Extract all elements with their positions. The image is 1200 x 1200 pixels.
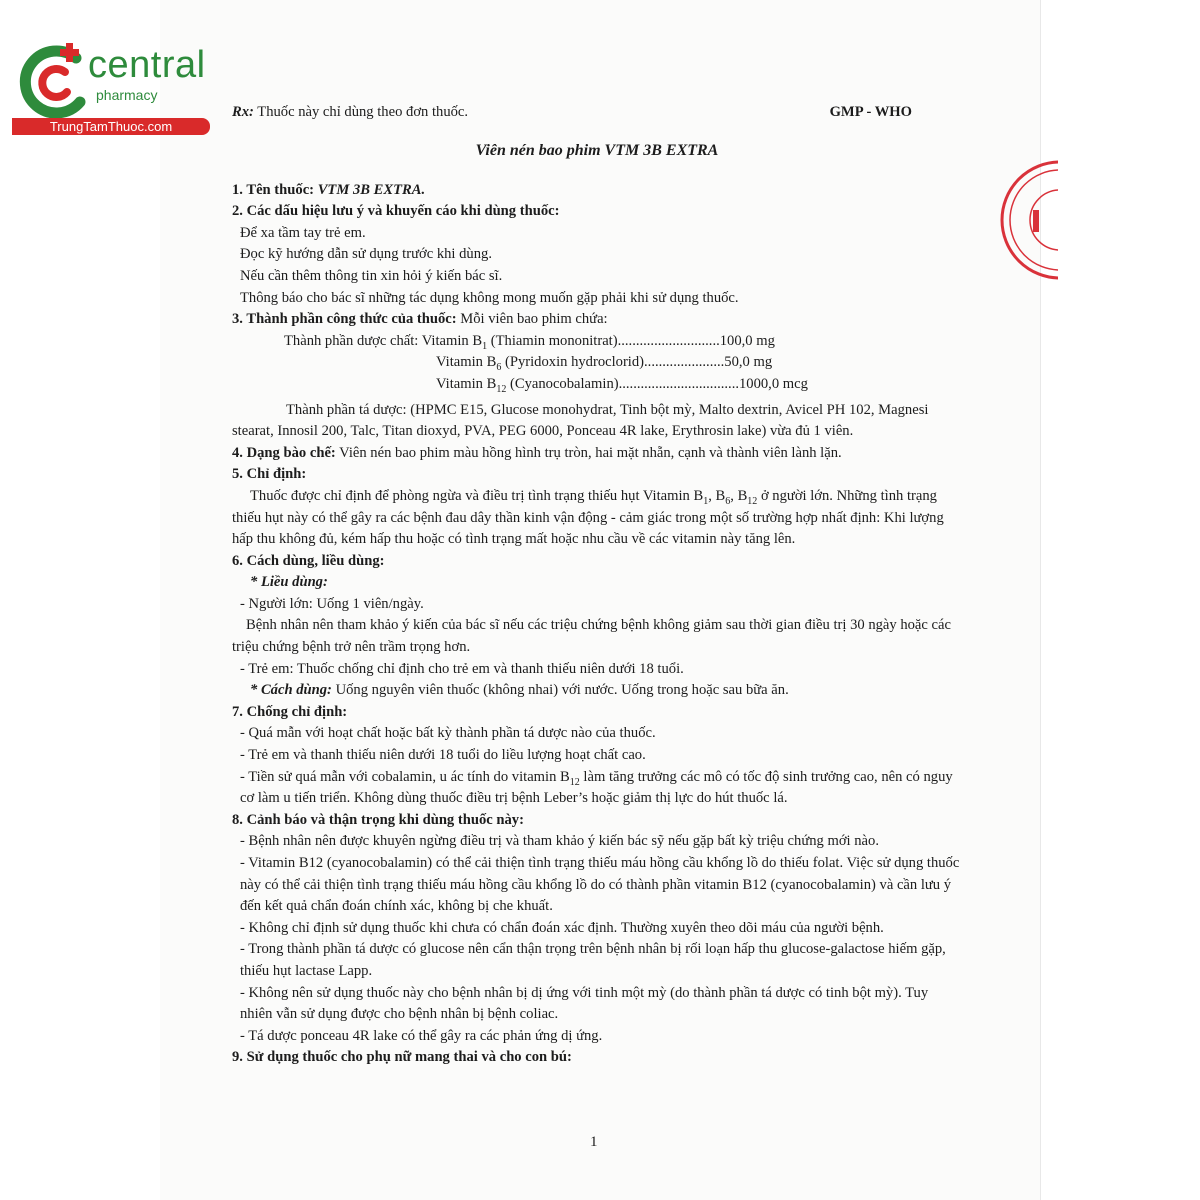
dose-adult-note: Bệnh nhân nên tham khảo ý kiến của bác sĩ nếu các triệu chứng bệnh không giảm sau thời gian điều trị 30 ngày hoặc các triệu chứng bệnh trở nên trầm trọng hơn. <box>232 617 951 656</box>
warning-item: - Không nên sử dụng thuốc này cho bệnh nhân bị dị ứng với tinh một mỳ (do thành phần tá dược có tinh bột mỳ). Tuy nhiên vẫn sử dụng được cho bệnh nhân bị bệnh coliac. <box>240 984 929 1023</box>
gmp-label: GMP - WHO <box>829 104 912 120</box>
official-stamp-icon <box>998 150 1058 290</box>
active-ingredient-row: Vitamin $B_6$ (Pyridoxin hydroclorid)......................50,0 mg <box>436 354 773 374</box>
warning-item: - Trong thành phần tá dược có glucose nên cẩn thận trọng trên bệnh nhân bị rối loạn hấp thu glucose-galactose hiếm gặp, thiếu hụt lactase Lapp. <box>240 941 946 979</box>
usage: * Cách dùng: Uống nguyên viên thuốc (không nhai) với nước. Uống trong hoặc sau bữa ăn. <box>250 682 789 699</box>
section-6-heading: 6. Cách dùng, liều dùng: <box>232 552 385 569</box>
brand-banner[interactable]: TrungTamThuoc.com <box>12 118 210 135</box>
section-5-heading: 5. Chỉ định: <box>232 466 307 483</box>
active-ingredient-row: Thành phần dược chất: Vitamin $B_1$ (Thiamin mononitrat)............................100,0 mg <box>284 332 775 352</box>
contraindication-item: - Tiền sử quá mẫn với cobalamin, u ác tính do vitamin $B_{12}$ làm tăng trưởng các mô có tốc độ sinh trưởng cao, nên có nguy cơ làm u tiến triển. Không dùng thuốc điều trị bệnh Leber’s hoặc giảm thị lực do hút thuốc lá. <box>240 768 953 807</box>
section-8-heading: 8. Cảnh báo và thận trọng khi dùng thuốc này: <box>232 811 524 828</box>
dose-children: - Trẻ em: Thuốc chống chỉ định cho trẻ em và thanh thiếu niên dưới 18 tuổi. <box>240 660 684 677</box>
excipients: Thành phần tá dược: (HPMC E15, Glucose monohydrat, Tinh bột mỳ, Malto dextrin, Avicel PH 102, Magnesi stearat, Innosil 200, Talc, Titan dioxyd, PVA, PEG 6000, Ponceau 4R lake, Erythrosin lake) vừa đủ 1 viên. <box>232 401 929 440</box>
document-title: Viên nén bao phim VTM 3B EXTRA <box>475 142 719 159</box>
brand-sub: pharmacy <box>96 87 158 103</box>
section-5-text: Thuốc được chỉ định để phòng ngừa và điều trị tình trạng thiếu hụt Vitamin $B_1$, $B_6$, $B_{12}$ ở người lớn. Những tình trạng thiếu hụt này có thể gây ra các bệnh đau dây thần kinh vận động - cảm giác trong một số trường hợp nhất định: Khi lượng hấp thu không đủ, kém hấp thu hoặc có tình trạng mất hoặc nhu cầu về các vitamin này tăng lên. <box>232 487 944 548</box>
section-1: 1. Tên thuốc: VTM 3B EXTRA. <box>232 181 426 198</box>
active-ingredient-row: Vitamin $B_{12}$ (Cyanocobalamin).................................1000,0 mcg <box>436 375 808 395</box>
rx-note: Rx: Thuốc này chỉ dùng theo đơn thuốc. <box>232 104 469 120</box>
section-2-line: Để xa tầm tay trẻ em. <box>240 224 366 241</box>
section-2-heading: 2. Các dấu hiệu lưu ý và khuyến cáo khi dùng thuốc: <box>232 203 560 220</box>
section-4: 4. Dạng bào chế: Viên nén bao phim màu hồng hình trụ tròn, hai mặt nhẵn, cạnh và thành viên lành lặn. <box>232 444 842 461</box>
document-body <box>232 100 962 1069</box>
warning-item: - Vitamin B12 (cyanocobalamin) có thể cải thiện tình trạng thiếu máu hồng cầu khổng lồ do thiếu folat. Việc sử dụng thuốc này có thể cải thiện tình trạng thiếu máu hồng cầu khổng lồ do có thành phần vitamin B12 (cyanocobalamin) và cần lưu ý đến kết quả chẩn đoán chính xác, không bị che khuất. <box>240 855 960 915</box>
page-number: 1 <box>590 1134 598 1150</box>
header-line <box>232 100 962 124</box>
section-2-line: Thông báo cho bác sĩ những tác dụng không mong muốn gặp phải khi sử dụng thuốc. <box>240 289 739 306</box>
section-9-heading: 9. Sử dụng thuốc cho phụ nữ mang thai và cho con bú: <box>232 1049 572 1066</box>
contraindication-item: - Trẻ em và thanh thiếu niên dưới 18 tuổi do liều lượng hoạt chất cao. <box>240 747 646 764</box>
section-3-heading: 3. Thành phần công thức của thuốc: Mỗi viên bao phim chứa: <box>232 311 608 328</box>
dose-adult: - Người lớn: Uống 1 viên/ngày. <box>240 595 424 612</box>
dose-label: * Liều dùng: <box>250 574 328 591</box>
section-2-line: Đọc kỹ hướng dẫn sử dụng trước khi dùng. <box>240 246 492 263</box>
brand-name: central <box>88 44 206 86</box>
section-7-heading: 7. Chống chỉ định: <box>232 703 348 720</box>
contraindication-item: - Quá mẫn với hoạt chất hoặc bất kỳ thành phần tá dược nào của thuốc. <box>240 725 656 742</box>
section-2-line: Nếu cần thêm thông tin xin hỏi ý kiến bác sĩ. <box>240 267 503 284</box>
warning-item: - Tá dược ponceau 4R lake có thể gây ra các phản ứng dị ứng. <box>240 1027 603 1044</box>
warning-item: - Bệnh nhân nên được khuyên ngừng điều trị và tham khảo ý kiến bác sỹ nếu gặp bất kỳ triệu chứng mới nào. <box>240 833 879 850</box>
warning-item: - Không chỉ định sử dụng thuốc khi chưa có chẩn đoán xác định. Thường xuyên theo dõi máu của người bệnh. <box>240 919 884 936</box>
